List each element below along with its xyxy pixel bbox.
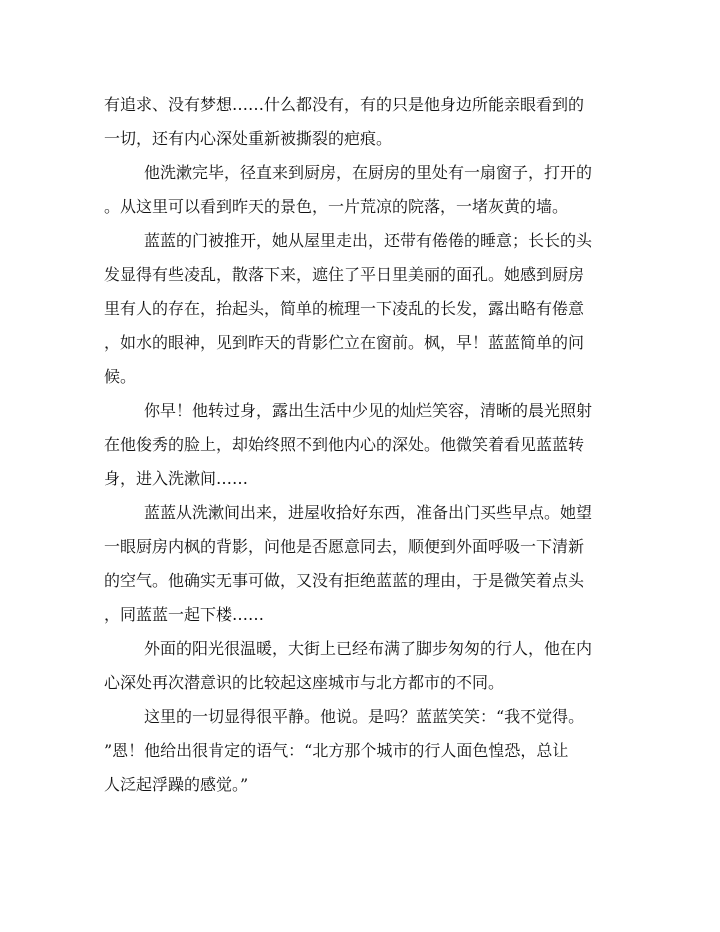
text-line: 在他俊秀的脸上，却始终照不到他内心的深处。他微笑着看见蓝蓝转 — [104, 435, 585, 454]
text-line: 的空气。他确实无事可做，又没有拒绝蓝蓝的理由，于是微笑着点头 — [104, 571, 585, 590]
text-line: 你早！他转过身，露出生活中少见的灿烂笑容，清晰的晨光照射 — [144, 401, 593, 420]
text-line: ”恩！他给出很肯定的语气：“北方那个城市的行人面色惶恐，总让 — [104, 741, 569, 760]
text-line: 蓝蓝从洗漱间出来，进屋收拾好东西，准备出门买些早点。她望 — [144, 503, 593, 522]
text-line: ，如水的眼神，见到昨天的背影伫立在窗前。枫，早！蓝蓝简单的问 — [104, 333, 585, 352]
text-line: 一切，还有内心深处重新被撕裂的疤痕。 — [104, 129, 393, 148]
text-line: 心深处再次潜意识的比较起这座城市与北方都市的不同。 — [104, 673, 505, 692]
text-line: 这里的一切显得很平静。他说。是吗？蓝蓝笑笑：“我不觉得。 — [144, 707, 585, 726]
body-text — [104, 88, 624, 802]
text-line: 外面的阳光很温暖，大街上已经布满了脚步匆匆的行人，他在内 — [144, 639, 593, 658]
text-line: 他洗漱完毕，径直来到厨房，在厨房的里处有一扇窗子，打开的 — [144, 163, 593, 182]
text-line: 有追求、没有梦想……什么都没有，有的只是他身边所能亲眼看到的 — [104, 95, 585, 114]
text-line: 蓝蓝的门被推开，她从屋里走出，还带有倦倦的睡意；长长的头 — [144, 231, 593, 250]
text-line: ，同蓝蓝一起下楼…… — [104, 605, 265, 624]
text-line: 一眼厨房内枫的背影，问他是否愿意同去，顺便到外面呼吸一下清新 — [104, 537, 585, 556]
text-line: 身，进入洗漱间…… — [104, 469, 249, 488]
text-line: 候。 — [104, 367, 137, 386]
text-line: 发显得有些凌乱，散落下来，遮住了平日里美丽的面孔。她感到厨房 — [104, 265, 585, 284]
text-line: 人泛起浮躁的感觉。” — [104, 775, 249, 794]
text-line: 。从这里可以看到昨天的景色，一片荒凉的院落，一堵灰黄的墙。 — [104, 197, 569, 216]
text-line: 里有人的存在，抬起头，简单的梳理一下凌乱的长发，露出略有倦意 — [104, 299, 585, 318]
